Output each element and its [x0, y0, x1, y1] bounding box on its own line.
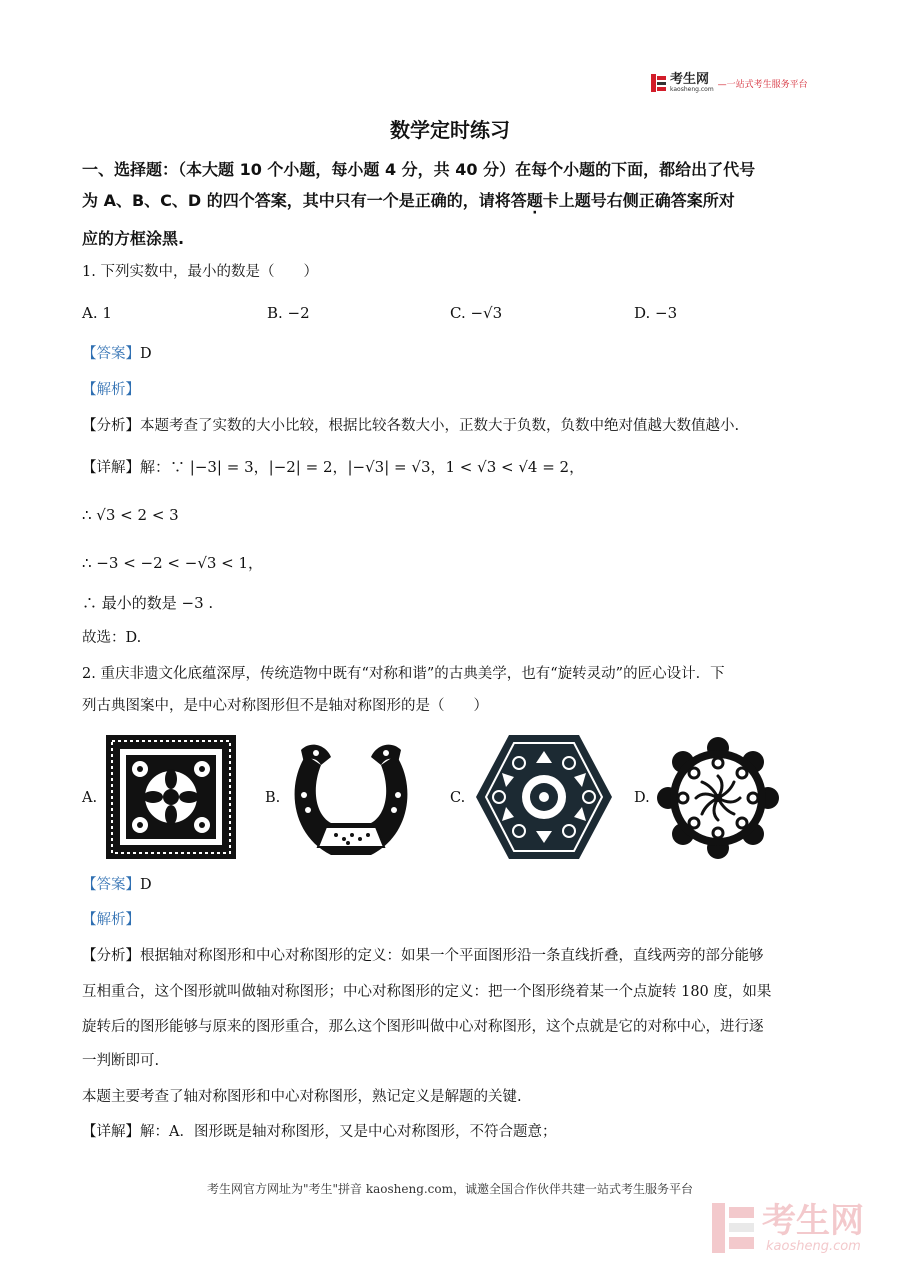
q2-figure-c	[474, 733, 604, 861]
q1-option-a: A. 1	[82, 304, 112, 322]
page-footer: 考生网官方网址为"考生"拼音 kaosheng.com，诚邀全国合作伙伴共建一站式考生服务平台	[206, 1182, 694, 1196]
section-heading-line1: 一、选择题：（本大题 10 个小题，每小题 4 分，共 40 分）在每个小题的下面，都给出了代号	[82, 160, 756, 179]
q1-stem: 1. 下列实数中，最小的数是（ ）	[82, 264, 318, 280]
kaosheng-watermark-icon	[712, 1203, 756, 1253]
q1-step1: ∴ √3 < 2 < 3	[82, 506, 179, 524]
rotational-swirl-pattern-icon	[656, 736, 780, 860]
q1-step3: ∴ 最小的数是 −3 .	[82, 594, 214, 612]
hexagon-pattern-icon	[474, 733, 614, 861]
dragon-collar-pattern-icon	[286, 735, 416, 863]
page-title: 数学定时练习	[390, 118, 510, 142]
q2-fenxi-line3: 旋转后的图形能够与原来的图形重合，那么这个图形叫做中心对称图形，这个点就是它的对称中心，进行逐	[82, 1019, 764, 1035]
q2-answer: 【答案】D	[82, 877, 152, 893]
q2-fenxi-line2: 互相重合，这个图形就叫做轴对称图形；中心对称图形的定义：把一个图形绕着某一个点旋转 180 度，如果	[82, 984, 772, 1000]
q2-figure-a	[106, 735, 236, 863]
q1-step2: ∴ −3 < −2 < −√3 < 1，	[82, 554, 264, 572]
q2-option-d-label: D.	[634, 790, 650, 806]
logo-slogan: —一站式考生服务平台	[717, 79, 808, 90]
q2-stem-line1: 2. 重庆非遗文化底蕴深厚，传统造物中既有“对称和谐”的古典美学，也有“旋转灵动”的匠心设计．下	[82, 666, 725, 682]
q1-conclusion: 故选：D.	[82, 630, 142, 646]
q2-figure-d	[656, 736, 786, 864]
kaosheng-logo-icon	[651, 74, 667, 92]
q1-option-c: C. −√3	[450, 304, 503, 322]
q2-stem-line2: 列古典图案中，是中心对称图形但不是轴对称图形的是（ ）	[82, 698, 488, 714]
q2-analysis-label: 【解析】	[82, 912, 140, 928]
q2-option-a-label: A.	[82, 790, 98, 806]
ornamental-square-pattern-icon	[106, 735, 236, 859]
logo-name: 考生网	[670, 71, 710, 87]
q2-fenxi-line1: 【分析】根据轴对称图形和中心对称图形的定义：如果一个平面图形沿一条直线折叠，直线两旁的部分能够	[82, 948, 764, 964]
q2-option-c-label: C.	[450, 790, 466, 806]
q2-option-b-label: B.	[265, 790, 281, 806]
q1-fenxi: 【分析】本题考查了实数的大小比较，根据比较各数大小，正数大于负数，负数中绝对值越大数值越小.	[82, 418, 740, 434]
watermark	[712, 1196, 892, 1260]
watermark-domain: kaosheng.com	[766, 1238, 861, 1254]
q2-fenxi-line4: 一判断即可.	[82, 1053, 160, 1069]
q1-answer: 【答案】D	[82, 346, 152, 362]
section-heading-line2: 为 A、B、C、D 的四个答案，其中只有一个是正确的，请将答题卡上题号右侧正确答案所对	[82, 191, 735, 210]
brand-logo	[651, 72, 808, 94]
q2-summary: 本题主要考查了轴对称图形和中心对称图形，熟记定义是解题的关键.	[82, 1089, 522, 1105]
q2-detail: 【详解】解：A．图形既是轴对称图形，又是中心对称图形，不符合题意；	[82, 1124, 557, 1140]
q1-option-d: D. −3	[634, 304, 678, 322]
logo-domain: kaosheng.com	[670, 85, 714, 93]
q1-detail: 【详解】解：∵ |−3| = 3，|−2| = 2，|−√3| = √3，1 < √3 < √4 = 2，	[82, 458, 585, 476]
q1-option-b: B. −2	[267, 304, 310, 322]
q2-figure-b	[286, 735, 416, 863]
watermark-name: 考生网	[762, 1200, 864, 1241]
section-heading-line3: 应的方框涂黑.	[82, 229, 185, 248]
q1-analysis-label: 【解析】	[82, 382, 140, 398]
emphasis-dots: 答题卡	[510, 191, 559, 210]
